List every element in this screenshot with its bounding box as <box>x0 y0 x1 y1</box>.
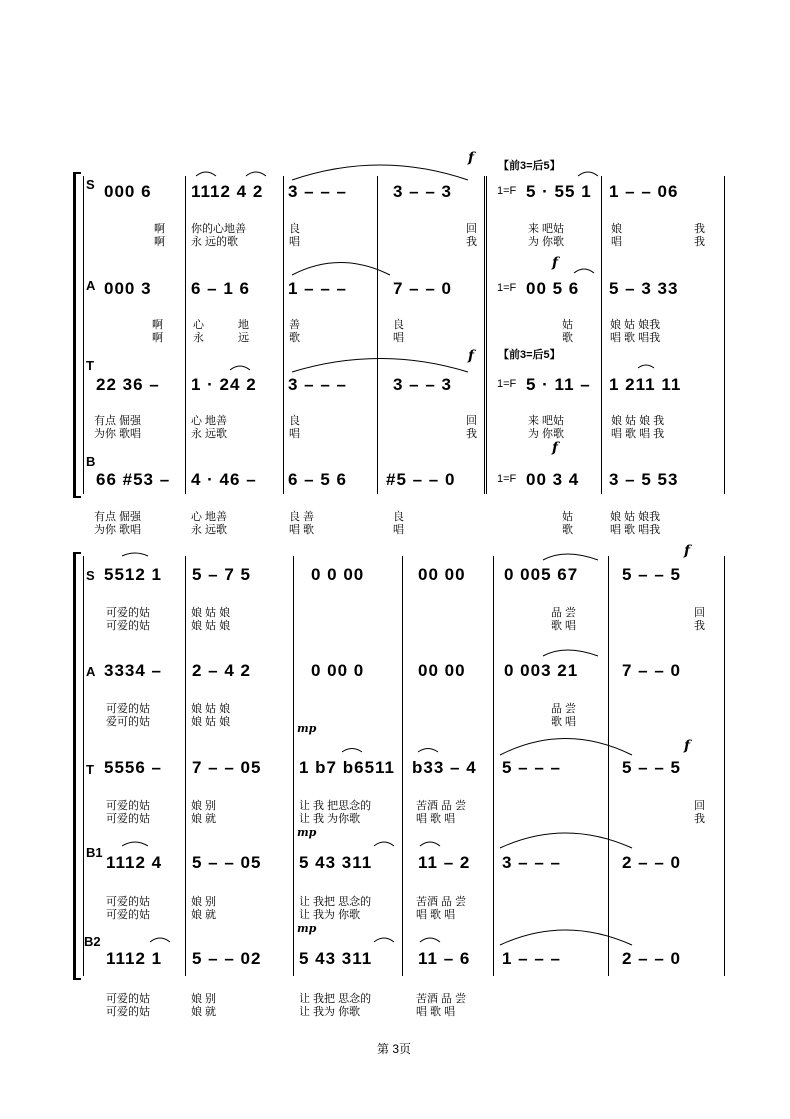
lyric: 心 地善 <box>191 511 228 523</box>
slur <box>122 553 148 556</box>
measure: 000 3 <box>104 279 152 298</box>
lyric: 我 <box>466 428 477 440</box>
measure: 5 – – 5 <box>622 565 681 584</box>
measure: 00 00 <box>418 565 466 584</box>
lyric: 可爱的姑 <box>106 703 150 715</box>
lyric: 为你 歌唱 <box>94 524 142 536</box>
measure: 0 003 21 <box>504 661 579 680</box>
lyric: 回 <box>694 800 705 812</box>
lyric: 苦酒 品 尝 <box>416 896 467 908</box>
lyric: 娘 姑 娘 <box>191 716 231 728</box>
tie <box>292 263 390 276</box>
lyric: 可爱的姑 <box>106 909 150 921</box>
lyric: 我 <box>466 236 477 248</box>
measure: 3 – – 3 <box>393 182 452 201</box>
lyric: 歌 <box>562 332 573 344</box>
measure: 0 00 0 <box>311 661 365 680</box>
measure: 7 – – 0 <box>622 661 681 680</box>
measure: 1 – – 06 <box>609 182 679 201</box>
slur <box>196 172 216 176</box>
lyric: 唱 歌 唱我 <box>610 524 661 536</box>
tie <box>500 833 632 848</box>
lyric: 良 <box>393 511 404 523</box>
lyric: 可爱的姑 <box>106 607 150 619</box>
lyric: 啊 <box>154 223 165 235</box>
voice-label: B <box>86 454 96 469</box>
lyric: 娘 别 <box>191 800 217 812</box>
tie <box>292 359 468 373</box>
measure: 00 3 4 <box>526 470 580 489</box>
lyric: 苦酒 品 尝 <box>416 800 467 812</box>
measure: 5 – – 02 <box>192 949 262 968</box>
rehearsal-mark: 【前3=后5】 <box>498 349 561 361</box>
lyric: 唱 歌 唱 <box>416 1006 456 1018</box>
lyric: 让 我 为你歌 <box>299 813 361 825</box>
voice-label: A <box>86 278 96 293</box>
lyric: 我 <box>694 223 705 235</box>
key-signature: 1=F <box>497 185 517 197</box>
lyric: 良 善 <box>289 511 315 523</box>
lyric: 让 我 把思念的 <box>299 800 372 812</box>
measure: 3 – – – <box>288 375 347 394</box>
lyric: 远 <box>238 332 249 344</box>
measure: 1 – – – <box>288 279 347 298</box>
lyric: 让 我把 思念的 <box>299 993 372 1005</box>
lyric: 善 <box>289 319 300 331</box>
lyric: 可爱的姑 <box>106 813 150 825</box>
lyric: 永 <box>193 332 204 344</box>
measure: 7 – – 05 <box>192 758 262 777</box>
lyric: 唱 <box>611 236 622 248</box>
measure: 5 – – 05 <box>192 853 262 872</box>
measure: 00 00 <box>418 661 466 680</box>
lyric: 歌 唱 <box>551 716 577 728</box>
measure: 000 6 <box>104 182 152 201</box>
dynamic-mezzo-piano: mp <box>297 722 317 735</box>
measure: 3 – – 3 <box>393 375 452 394</box>
slur <box>418 749 438 753</box>
lyric: 娘 姑 娘我 <box>610 319 661 331</box>
measure: 00 5 6 <box>526 279 580 298</box>
lyric: 来 吧姑 <box>528 415 565 427</box>
measure: 66 #53 – <box>96 470 171 489</box>
measure: 1 – – – <box>502 949 561 968</box>
measure: 0 0 00 <box>311 565 365 584</box>
lyric: 爱可的姑 <box>106 716 150 728</box>
measure: 5 · 11 – <box>526 375 591 394</box>
slur <box>578 172 598 176</box>
slur <box>230 366 250 370</box>
slur <box>543 650 598 656</box>
page-number: 第 3页 <box>377 1042 412 1056</box>
measure: 6 – 1 6 <box>191 279 250 298</box>
lyric: 我 <box>694 813 705 825</box>
lyric: 娘 姑 娘 <box>191 620 231 632</box>
measure: #5 – – 0 <box>386 470 456 489</box>
measure: 5 – – – <box>502 758 561 777</box>
measure: 5 · 55 1 <box>526 182 592 201</box>
lyric: 唱 歌 唱 我 <box>611 428 665 440</box>
slur <box>246 172 266 176</box>
slur <box>342 749 362 753</box>
lyric: 娘 就 <box>191 909 217 921</box>
lyric: 可爱的姑 <box>106 1006 150 1018</box>
lyric: 娘 姑 娘我 <box>610 511 661 523</box>
lyric: 可爱的姑 <box>106 896 150 908</box>
lyric: 可爱的姑 <box>106 620 150 632</box>
measure: 1 b7 b6511 <box>299 758 396 777</box>
slur <box>150 938 170 942</box>
measure: 0 005 67 <box>504 565 579 584</box>
lyric: 让 我为 你歌 <box>299 909 361 921</box>
measure: 5556 – <box>104 758 162 777</box>
lyric: 永 远歌 <box>191 524 228 536</box>
measure: 6 – 5 6 <box>288 470 347 489</box>
lyric: 苦酒 品 尝 <box>416 993 467 1005</box>
measure: 2 – 4 2 <box>192 661 251 680</box>
lyric: 娘 <box>611 223 622 235</box>
lyric: 歌 <box>562 524 573 536</box>
measure: 3 – 5 53 <box>609 470 679 489</box>
measure: 4 · 46 – <box>191 470 257 489</box>
voice-label: B2 <box>84 934 101 949</box>
slur <box>574 269 594 273</box>
dynamic-mezzo-piano: mp <box>297 922 317 935</box>
tie <box>292 165 468 180</box>
lyric: 娘 别 <box>191 993 217 1005</box>
lyric: 回 <box>466 223 477 235</box>
lyric: 心 <box>193 319 204 331</box>
lyric: 可爱的姑 <box>106 800 150 812</box>
dynamic-mezzo-piano: mp <box>297 826 317 839</box>
lyric: 姑 <box>562 319 573 331</box>
measure: 5512 1 <box>104 565 162 584</box>
lyric: 有点 倔强 <box>94 415 142 427</box>
lyric: 心 地善 <box>191 415 228 427</box>
lyric: 良 <box>289 223 300 235</box>
lyric: 回 <box>694 607 705 619</box>
lyric: 永 远的歌 <box>191 236 239 248</box>
lyric: 唱 歌 唱 <box>416 909 456 921</box>
dynamic-forte: f <box>552 255 559 271</box>
measure: 1112 4 <box>106 853 163 872</box>
slur <box>420 938 440 942</box>
measure: 2 – – 0 <box>622 853 681 872</box>
lyric: 为 你歌 <box>528 428 565 440</box>
lyric: 唱 <box>393 524 404 536</box>
lyric: 歌 唱 <box>551 620 577 632</box>
lyric: 品 尝 <box>551 607 577 619</box>
lyric: 娘 姑 娘 我 <box>611 415 665 427</box>
tie <box>500 930 632 945</box>
measure: 1112 4 2 <box>191 182 264 201</box>
lyric: 啊 <box>152 332 163 344</box>
slur <box>543 554 598 560</box>
lyric: 唱 歌 唱我 <box>610 332 661 344</box>
lyric: 良 <box>393 319 404 331</box>
lyric: 唱 歌 唱 <box>416 813 456 825</box>
slur <box>638 365 654 368</box>
voice-label: T <box>86 762 94 777</box>
lyric: 永 远歌 <box>191 428 228 440</box>
dynamic-forte: f <box>684 738 691 754</box>
measure: 1 211 11 <box>609 375 682 394</box>
lyric: 娘 姑 娘 <box>191 703 231 715</box>
slur <box>374 842 394 846</box>
measure: 11 – 2 <box>418 853 471 872</box>
rehearsal-mark: 【前3=后5】 <box>498 160 561 172</box>
lyric: 可爱的姑 <box>106 993 150 1005</box>
lyric: 啊 <box>154 236 165 248</box>
lyric: 让 我为 你歌 <box>299 1006 361 1018</box>
lyric: 唱 <box>393 332 404 344</box>
dynamic-forte: f <box>552 440 559 456</box>
measure: 5 43 311 <box>299 949 373 968</box>
measure: b33 – 4 <box>412 758 477 777</box>
measure: 3 – – – <box>502 853 561 872</box>
lyric: 娘 别 <box>191 896 217 908</box>
measure: 11 – 6 <box>418 949 471 968</box>
lyric: 娘 就 <box>191 1006 217 1018</box>
slur <box>122 842 148 846</box>
tie <box>500 739 632 756</box>
lyric: 我 <box>694 236 705 248</box>
lyric: 姑 <box>562 511 573 523</box>
key-signature: 1=F <box>497 378 517 390</box>
voice-label: A <box>86 664 96 679</box>
measure: 5 – – 5 <box>622 758 681 777</box>
lyric: 品 尝 <box>551 703 577 715</box>
measure: 22 36 – <box>96 375 160 394</box>
lyric: 让 我把 思念的 <box>299 896 372 908</box>
lyric: 为你 歌唱 <box>94 428 142 440</box>
lyric: 啊 <box>152 319 163 331</box>
measure: 5 – 7 5 <box>192 565 251 584</box>
lyric: 有点 倔强 <box>94 511 142 523</box>
lyric: 唱 歌 <box>289 524 315 536</box>
lyric: 良 <box>289 415 300 427</box>
slur <box>374 938 394 942</box>
measure: 2 – – 0 <box>622 949 681 968</box>
dynamic-forte: f <box>468 150 475 166</box>
lyric: 地 <box>238 319 249 331</box>
lyric: 回 <box>466 415 477 427</box>
voice-label: S <box>86 177 95 192</box>
dynamic-forte: f <box>468 348 475 364</box>
lyric: 唱 <box>289 428 300 440</box>
key-signature: 1=F <box>497 282 517 294</box>
lyric: 唱 <box>289 236 300 248</box>
voice-label: T <box>86 358 94 373</box>
lyric: 我 <box>694 620 705 632</box>
voice-label: B1 <box>86 845 103 860</box>
key-signature: 1=F <box>497 473 517 485</box>
measure: 5 43 311 <box>299 853 373 872</box>
measure: 3 – – – <box>288 182 347 201</box>
voice-label: S <box>86 568 95 583</box>
lyric: 来 吧姑 <box>528 223 565 235</box>
measure: 5 – 3 33 <box>609 279 679 298</box>
measure: 1 · 24 2 <box>191 375 257 394</box>
lyric: 为 你歌 <box>528 236 565 248</box>
slur <box>420 842 440 846</box>
measure: 3334 – <box>104 661 162 680</box>
dynamic-forte: f <box>684 543 691 559</box>
lyric: 娘 姑 娘 <box>191 607 231 619</box>
lyric: 你的心地善 <box>191 223 246 235</box>
measure: 1112 1 <box>106 949 163 968</box>
lyric: 娘 就 <box>191 813 217 825</box>
lyric: 歌 <box>289 332 300 344</box>
measure: 7 – – 0 <box>393 279 452 298</box>
